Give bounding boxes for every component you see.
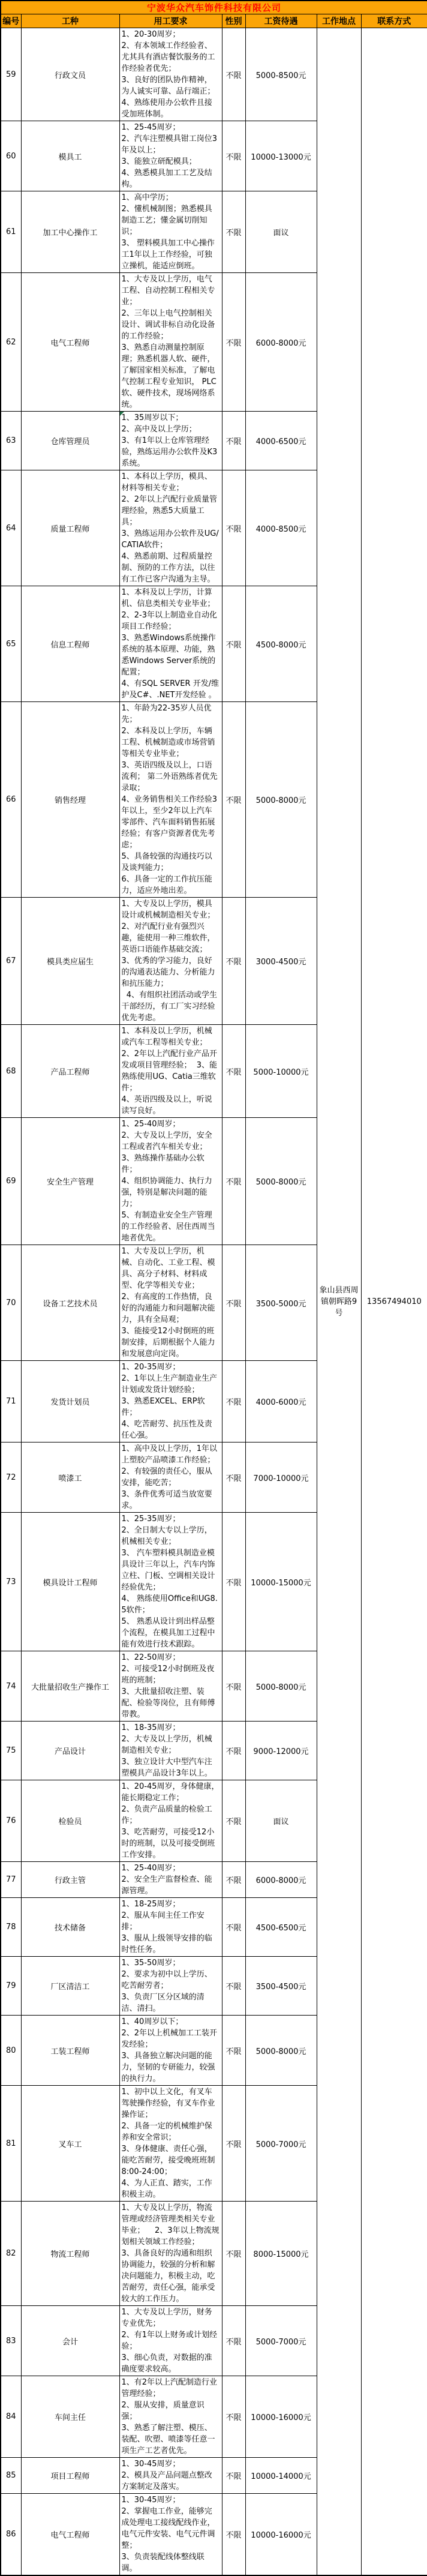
requirement-line: 6、具备一定的工作抗压能力，适应外地出差。 [121, 875, 212, 895]
row-id: 67 [1, 898, 21, 1025]
row-id: 63 [1, 412, 21, 470]
job-title: 项目工程师 [21, 2458, 119, 2494]
row-id: 85 [1, 2458, 21, 2494]
requirement-line: 1、大专及以上学历，模具设计或机械制造相关专业； [121, 899, 215, 920]
requirement-line: 2、1年以上生产制造业生产计划或发货计划经验； [121, 1374, 218, 1395]
requirement-line: 3、 汽车塑料模具制造业模具设计三年以上，汽车内饰立柱、门板、空调相关设计经验优先； [121, 1549, 215, 1592]
requirement-line: 3、熟悉了解注塑、模压、装配、吹塑、喷漆等任意一项生产工艺者优先。 [121, 2424, 215, 2455]
salary-cell: 6000-8000元 [245, 1862, 317, 1898]
requirement-line: 2、大专及以上学历，安全工程或者汽车相关专业； [121, 1131, 212, 1151]
requirement-line: 1、大专及以上学历，财务专业优先； [121, 2308, 212, 2328]
requirement-line: 3、 塑料模具加工中心操作工1年以上工作经验，可独立操机，能适应倒班。 [121, 239, 215, 271]
gender-cell: 不限 [222, 1957, 245, 2016]
row-id: 66 [1, 702, 21, 898]
row-id: 62 [1, 273, 21, 412]
requirement-line: 4、英语四级及以上，听说读写良好。 [121, 1095, 212, 1115]
job-requirements [119, 2202, 222, 2306]
requirement-line: 4、业务销售相关工作经验3年以上，至少2年以上汽车零部件、汽车面料销售拓展经验；有客户资源者优先考虑； [121, 795, 218, 850]
job-title: 产品设计 [21, 1722, 119, 1780]
requirement-line: 5、有制造业安全生产管理的工作经验者、居住西周当地者优先。 [121, 1211, 215, 1243]
salary-cell: 3500-5000元 [245, 1245, 317, 1361]
row-id: 69 [1, 1118, 21, 1245]
requirement-line: 2、模具及产品问题点整改方案制定及落实。 [121, 2471, 212, 2491]
requirement-line: 3、熟悉Windows系统操作系统的基本原理、功能，熟悉Windows Server系统的配置； [121, 634, 216, 677]
job-title: 产品工程师 [21, 1025, 119, 1118]
requirement-line: 1、20-35周岁； [121, 1363, 181, 1372]
job-title: 检验员 [21, 1780, 119, 1862]
requirement-line: 3、优秀的学习能力，良好的沟通表达能力、分析能力和抗压能力； [121, 956, 215, 988]
requirement-line: 1、本科以上学历，模具、材料等相关专业； [121, 472, 212, 493]
job-title: 电气工程师 [21, 273, 119, 412]
requirement-line: 1、35-50周岁； [121, 1959, 181, 1968]
salary-cell: 4500-6500元 [245, 1898, 317, 1957]
row-id: 60 [1, 121, 21, 191]
row-id: 68 [1, 1025, 21, 1118]
job-requirements [119, 470, 222, 586]
requirement-line: 2、2年以上汽配行业产品开发或项目管理经验； 3、能熟练使用UG、Catia三维软件； [121, 1049, 218, 1093]
gender-cell: 不限 [222, 1245, 245, 1361]
gender-cell: 不限 [222, 2494, 245, 2576]
job-requirements [119, 2494, 222, 2576]
contact-phone-cell: 13567494010 [361, 28, 427, 2576]
gender-cell: 不限 [222, 1862, 245, 1898]
salary-cell: 4500-8000元 [245, 586, 317, 702]
requirement-line: 2、高中及以上学历； [121, 425, 197, 434]
col-header-gender: 性别 [222, 14, 245, 28]
job-requirements [119, 121, 222, 191]
requirement-line: 4、熟悉前期、过程质量控制、预防的工作方法，以往有工作已客户沟通为主导。 [121, 552, 215, 584]
requirement-line: 1、大专及以上学历，电气工程、自动控制工程相关专业； [121, 275, 215, 307]
requirement-line: 1、25-40周岁； [121, 1120, 181, 1129]
requirement-line: 2、服从安排，质量意识强； [121, 2401, 205, 2421]
requirement-line: 2、安全生产监督检查、能源管理。 [121, 1875, 212, 1896]
gender-cell: 不限 [222, 2086, 245, 2202]
requirement-line: 2、掌握电工作业，能够完成处理电工接线配线作业，电气元件安装、电气元件调整； [121, 2507, 215, 2550]
salary-cell: 5000-8000元 [245, 1118, 317, 1245]
salary-cell: 9000-12000元 [245, 1722, 317, 1780]
gender-cell: 不限 [222, 1722, 245, 1780]
gender-cell: 不限 [222, 1443, 245, 1513]
requirement-line: 1、35周岁以下； [121, 413, 184, 422]
requirement-line: 3、独立设计大中型汽车注塑模具产品设计3年以上。 [121, 1758, 212, 1778]
row-id: 65 [1, 586, 21, 702]
row-id: 81 [1, 2086, 21, 2202]
requirement-line: 1、30-45周岁； [121, 2460, 181, 2469]
col-header-contact: 联系方式 [361, 14, 427, 28]
row-id: 64 [1, 470, 21, 586]
job-title: 喷漆工 [21, 1443, 119, 1513]
salary-cell: 8000-15000元 [245, 2202, 317, 2306]
requirement-line: 3、能独立研配模具； [121, 157, 197, 166]
job-title: 销售经理 [21, 702, 119, 898]
gender-cell: 不限 [222, 2016, 245, 2086]
gender-cell: 不限 [222, 898, 245, 1025]
job-requirements [119, 2016, 222, 2086]
job-title: 发货计划员 [21, 1361, 119, 1443]
job-requirements [119, 2376, 222, 2458]
job-title: 大批量招收生产操作工 [21, 1651, 119, 1722]
job-title: 仓库管理员 [21, 412, 119, 470]
job-requirements [119, 898, 222, 1025]
job-requirements [119, 1862, 222, 1898]
requirement-line: 2、有较强的责任心，服从安排，能吃苦； [121, 1467, 212, 1488]
job-title: 叉车工 [21, 2086, 119, 2202]
requirement-line: 3、吃苦耐劳，可接受12小时的班制，以及可接受倒班工作安排。 [121, 1828, 215, 1860]
salary-cell: 5000-7000元 [245, 2306, 317, 2376]
gender-cell: 不限 [222, 2306, 245, 2376]
salary-cell: 4000-6500元 [245, 412, 317, 470]
requirement-line: 1、40周岁以下； [121, 2017, 184, 2026]
job-title: 行政文员 [21, 28, 119, 121]
job-requirements [119, 1780, 222, 1862]
requirement-line: 2、有高度的工作热情，良好的沟通能力和问题解决能力，具有全局观； [121, 1293, 215, 1324]
gender-cell: 不限 [222, 1361, 245, 1443]
requirement-line: 4、吃苦耐劳、抗压性及责任心强。 [121, 1420, 212, 1440]
salary-cell: 7000-10000元 [245, 1443, 317, 1513]
salary-cell: 面议 [245, 1780, 317, 1862]
requirement-line: 1、20-30周岁； [121, 30, 181, 39]
salary-cell: 3500-4500元 [245, 1957, 317, 2016]
gender-cell: 不限 [222, 1513, 245, 1651]
salary-cell: 10000-14000元 [245, 2458, 317, 2494]
requirement-line: 2、有1年以上财务或计划经验； [121, 2331, 218, 2351]
gender-cell: 不限 [222, 2202, 245, 2306]
gender-cell: 不限 [222, 2376, 245, 2458]
row-id: 86 [1, 2494, 21, 2576]
requirement-line: 1、25-45周岁； [121, 123, 181, 132]
salary-cell: 5000-8000元 [245, 702, 317, 898]
requirement-line: 3、服从上级领导安排的临时性任务。 [121, 1934, 212, 1954]
requirement-line: 2、全日制大专以上学历，机械相关专业； [121, 1526, 212, 1546]
requirement-line: 2、汽车注塑模具钳工岗位3年及以上； [121, 134, 218, 155]
job-title: 工装工程师 [21, 2016, 119, 2086]
gender-cell: 不限 [222, 191, 245, 273]
requirement-line: 4、为人正直、踏实，工作积极主动。 [121, 2179, 212, 2199]
job-title: 模具类应届生 [21, 898, 119, 1025]
requirement-line: 3、具备良好的沟通和组织协调能力，较强的分析和解决问题能力，积极主动，吃苦耐劳，责任心强，能承受较大的工作压力。 [121, 2249, 215, 2304]
col-header-salary: 工资待遇 [245, 14, 317, 28]
requirement-line: 3、大批量招收注塑、装配、检验等岗位，且有师傅带教。 [121, 1687, 215, 1719]
requirement-line: 3、熟练操作基础办公软件； [121, 1154, 205, 1174]
requirement-line: 4、组织协调能力、执行力强，特别是解决问题的能力； [121, 1177, 212, 1208]
requirement-line: 2、三年以上电气控制相关设计、调试非标自动化设备的工作经验； [121, 309, 215, 341]
salary-cell: 10000-16000元 [245, 2494, 317, 2576]
gender-cell: 不限 [222, 586, 245, 702]
job-requirements [119, 412, 222, 470]
requirement-line: 2、懂机械制图；熟悉模具制造工艺；懂金属切削知识； [121, 205, 212, 236]
gender-cell: 不限 [222, 470, 245, 586]
salary-cell: 5000-8500元 [245, 28, 317, 121]
requirement-line: 1、22-50周岁； [121, 1653, 181, 1662]
requirement-line: 3、良好的团队协作精神，为人诚实可靠、品行端正； [121, 76, 215, 96]
gender-cell: 不限 [222, 1780, 245, 1862]
requirement-line: 1、本科及以上学历，机械或汽车工程等相关专业； [121, 1027, 212, 1047]
requirement-line: 1、高中学历； [121, 193, 173, 202]
gender-cell: 不限 [222, 702, 245, 898]
salary-cell: 10000-15000元 [245, 1513, 317, 1651]
requirement-line: 1、年龄为22-35岁人员优先； [121, 704, 212, 724]
salary-cell: 6000-8000元 [245, 273, 317, 412]
job-requirements [119, 1118, 222, 1245]
job-requirements [119, 2458, 222, 2494]
job-requirements [119, 2306, 222, 2376]
salary-cell: 5000-7000元 [245, 2086, 317, 2202]
requirement-line: 1、30-45周岁； [121, 2496, 181, 2505]
requirement-line: 3、有1年以上仓库管理经验，熟练运用办公软件及K3系统。 [121, 436, 218, 468]
row-id: 75 [1, 1722, 21, 1780]
requirement-line: 5、 熟悉从设计到出样品整个流程，在模具加工过程中能有效进行技术跟踪。 [121, 1617, 215, 1649]
gender-cell: 不限 [222, 1025, 245, 1118]
job-requirements [119, 273, 222, 412]
job-requirements [119, 1898, 222, 1957]
requirement-line: 5、具备较强的沟通技巧以及谈判能力； [121, 852, 212, 872]
salary-cell: 4000-6000元 [245, 1361, 317, 1443]
requirement-line: 1、18-35周岁； [121, 1723, 181, 1732]
salary-cell: 10000-16000元 [245, 2376, 317, 2458]
requirement-line: 3、身体健康、责任心强，能吃苦耐劳，接受晚班班制8:00-24:00； [121, 2145, 215, 2176]
job-title: 技术储备 [21, 1898, 119, 1957]
requirement-line: 1、本科及以上学历，计算机、信息类相关专业毕业； [121, 588, 215, 608]
job-requirements [119, 1957, 222, 2016]
job-requirements [119, 1025, 222, 1118]
gender-cell: 不限 [222, 1898, 245, 1957]
row-id: 80 [1, 2016, 21, 2086]
salary-cell: 10000-13000元 [245, 121, 317, 191]
row-id: 78 [1, 1898, 21, 1957]
row-id: 83 [1, 2306, 21, 2376]
requirement-line: 2、可接受12小时倒班及夜班的班制； [121, 1665, 215, 1685]
row-id: 72 [1, 1443, 21, 1513]
job-title: 模具设计工程师 [21, 1513, 119, 1651]
gender-cell: 不限 [222, 273, 245, 412]
requirement-line: 4、有组织社团活动或学生干部经历，有工厂实习经验优先考虑。 [121, 991, 218, 1022]
requirement-line: 1、25-35周岁； [121, 1515, 181, 1524]
salary-cell: 3000-4500元 [245, 898, 317, 1025]
requirement-line: 1、初中以上文化，有叉车驾驶操作经验，有叉车作业操作证； [121, 2088, 215, 2119]
salary-cell: 4000-8500元 [245, 470, 317, 586]
requirement-line: 2、要求为初中以上学历、吃苦耐劳者； [121, 1970, 212, 1990]
requirement-line: 3、能接受12小时倒班的班制安排，后期根据个人能力和发展意向定岗。 [121, 1327, 215, 1359]
requirement-line: 2、有本领域工作经验者、尤其具有酒店餐饮服务的工作经验者优先； [121, 41, 215, 73]
job-requirements [119, 28, 222, 121]
salary-cell: 5000-8000元 [245, 1651, 317, 1722]
row-id: 73 [1, 1513, 21, 1651]
job-requirements [119, 702, 222, 898]
gender-cell: 不限 [222, 121, 245, 191]
job-title: 物流工程师 [21, 2202, 119, 2306]
job-title: 信息工程师 [21, 586, 119, 702]
requirement-line: 2、对汽配行业有强烈兴趣，能使用一种三维软件，英语口语能作基础交流； [121, 922, 215, 954]
job-title: 质量工程师 [21, 470, 119, 586]
job-table-body [1, 28, 427, 2576]
row-id: 76 [1, 1780, 21, 1862]
row-id: 82 [1, 2202, 21, 2306]
row-id: 59 [1, 28, 21, 121]
job-title: 会计 [21, 2306, 119, 2376]
job-title: 模具工 [21, 121, 119, 191]
job-requirements [119, 1651, 222, 1722]
requirement-line: 2、服从车间主任工作安排； [121, 1911, 205, 1932]
job-requirements [119, 1513, 222, 1651]
gender-cell: 不限 [222, 1651, 245, 1722]
job-title: 车间主任 [21, 2376, 119, 2458]
col-header-requirements: 用工要求 [119, 14, 222, 28]
requirement-line: 3、具备独立解决问题的能力，坚韧的专研能力，较强的执行力。 [121, 2052, 215, 2083]
requirement-line: 3、英语四级及以上，口语流利； 第二外语熟练者优先录取； [121, 761, 218, 793]
requirement-line: 4、有SQL SERVER 开发/维护及C#、.NET开发经验 。 [121, 679, 219, 700]
requirement-line: 1、18-25周岁； [121, 1900, 181, 1909]
requirement-line: 4、 熟练使用Office和UG8.5软件； [121, 1594, 218, 1615]
salary-cell: 5000-8000元 [245, 2016, 317, 2086]
work-location-cell: 象山县西周镇朝晖路9号 [317, 28, 361, 2576]
job-title: 电气工程师 [21, 2494, 119, 2576]
requirement-line: 2、2年以上机械加工工装开发经验； [121, 2029, 218, 2049]
requirement-line: 1、20-45周岁，身体健康，能长期稳定工作； [121, 1782, 219, 1803]
requirement-line: 3、条件优秀可适当放宽要求。 [121, 1490, 212, 1510]
row-id: 74 [1, 1651, 21, 1722]
gender-cell: 不限 [222, 412, 245, 470]
requirement-line: 1、25-40周岁； [121, 1864, 181, 1873]
requirement-line: 3、熟悉EXCEL、ERP软件； [121, 1397, 205, 1417]
company-title: 宁波华众汽车饰件科技有限公司 [1, 1, 427, 14]
requirement-line: 2、负责产品质量的检验工作； [121, 1805, 212, 1825]
row-id: 79 [1, 1957, 21, 2016]
requirement-line: 3、负责厂区分区域的清洁、清扫。 [121, 1993, 205, 2013]
table-row [1, 28, 427, 121]
job-requirements [119, 1245, 222, 1361]
gender-cell: 不限 [222, 28, 245, 121]
requirement-line: 2、具备一定的机械维护保养和安全常识； [121, 2122, 212, 2142]
job-title: 设备工艺技术员 [21, 1245, 119, 1361]
job-requirements [119, 1443, 222, 1513]
requirement-line: 2、本科及以上学历，车辆工程、机械制造或市场营销等相关专业毕业； [121, 727, 215, 758]
requirement-line: 3、熟悉自动测量控制原理；熟悉机器人软、硬件，了解国家相关标准，了解电气控制工程专业知识， PLC软、硬件技术，现场网络系统。 [121, 343, 216, 409]
job-requirements [119, 1361, 222, 1443]
requirement-line: 2、2年以上汽配行业质量管理经验，熟悉5大质量工具； [121, 495, 218, 527]
row-id: 71 [1, 1361, 21, 1443]
col-header-id: 编号 [1, 14, 21, 28]
salary-cell: 面议 [245, 191, 317, 273]
row-id: 70 [1, 1245, 21, 1361]
requirement-line: 3、负责装配线体整线联调。 [121, 2553, 205, 2573]
job-requirements [119, 586, 222, 702]
requirement-line: 1、大专及以上学历，机械、自动化、工业工程、模具、高分子材料、材料成型、化学等相关专业； [121, 1247, 215, 1290]
requirement-line: 4、熟悉模具加工工艺及结构。 [121, 169, 212, 189]
job-title: 安全生产管理 [21, 1118, 119, 1245]
col-header-location: 工作地点 [317, 14, 361, 28]
requirement-line: 3、细心负责，对数据的准确度要求较高。 [121, 2353, 212, 2374]
job-title: 厂区清洁工 [21, 1957, 119, 2016]
job-title: 行政主管 [21, 1862, 119, 1898]
requirement-line: 2、大专及以上学历，机械制造相关专业； [121, 1735, 212, 1755]
requirement-line: 1、大专及以上学历，物流管理或经济管理类相关专业毕业； 2、3年以上物流规划相关领域工作经验； [121, 2203, 219, 2247]
job-title: 加工中心操作工 [21, 191, 119, 273]
requirement-line: 1、有2年以上汽配制造行业管理经验； [121, 2378, 218, 2398]
job-requirements [119, 2086, 222, 2202]
job-requirements [119, 191, 222, 273]
gender-cell: 不限 [222, 2458, 245, 2494]
row-id: 84 [1, 2376, 21, 2458]
requirement-line: 1、高中及以上学历，1年以上塑胶产品喷漆工作经验； [121, 1444, 218, 1465]
row-id: 61 [1, 191, 21, 273]
col-header-job: 工种 [21, 14, 119, 28]
salary-cell: 5000-10000元 [245, 1025, 317, 1118]
requirement-line: 2、2-3年以上制造业自动化项目工作经验； [121, 611, 218, 631]
table-header-row [1, 14, 427, 28]
requirement-line: 4、熟练使用办公软件且接受加班体制。 [121, 98, 212, 119]
requirement-line: 3、熟练运用办公软件及UG/CATIA软件； [121, 529, 219, 550]
table-title-row [1, 1, 427, 14]
job-requirements [119, 1722, 222, 1780]
row-id: 77 [1, 1862, 21, 1898]
gender-cell: 不限 [222, 1118, 245, 1245]
